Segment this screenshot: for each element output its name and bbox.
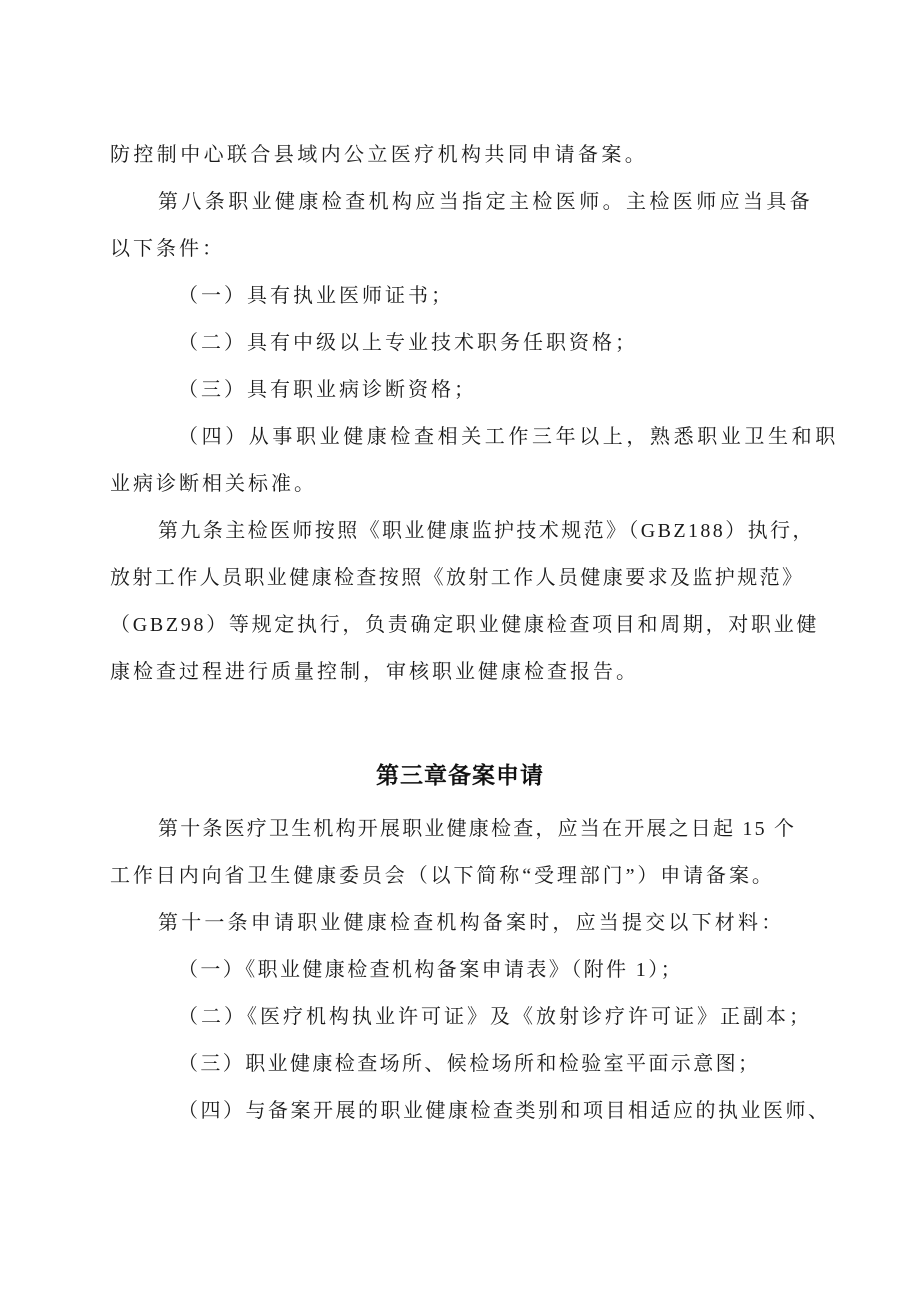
list-item: （四）从事职业健康检查相关工作三年以上，熟悉职业卫生和职 (178, 426, 839, 448)
list-item: （一）《职业健康检查机构备案申请表》（附件 1）； (178, 959, 683, 981)
article-11-line: 第十一条申请职业健康检查机构备案时，应当提交以下材料： (158, 912, 785, 934)
text-line: 康检查过程进行质量控制，审核职业健康检查报告。 (110, 661, 639, 683)
list-item: （三）职业健康检查场所、候检场所和检验室平面示意图； (178, 1053, 761, 1075)
article-9-line: 第九条主检医师按照《职业健康监护技术规范》（GBZ188）执行， (158, 520, 815, 542)
text-line: （GBZ98）等规定执行，负责确定职业健康检查项目和周期，对职业健 (110, 614, 820, 636)
text-line: 业病诊断相关标准。 (110, 473, 317, 495)
list-item: （三）具有职业病诊断资格； (178, 379, 477, 401)
text-line: 防控制中心联合县域内公立医疗机构共同申请备案。 (110, 144, 649, 166)
text-line: 以下条件： (110, 238, 225, 260)
text-line: 放射工作人员职业健康检查按照《放射工作人员健康要求及监护规范》 (110, 567, 805, 589)
list-item: （二）《医疗机构执业许可证》及《放射诊疗许可证》正副本； (178, 1006, 812, 1028)
article-10-line: 第十条医疗卫生机构开展职业健康检查，应当在开展之日起 15 个 (158, 818, 797, 840)
list-item: （二）具有中级以上专业技术职务任职资格； (178, 332, 638, 354)
list-item: （四）与备案开展的职业健康检查类别和项目相适应的执业医师、 (178, 1100, 831, 1122)
article-8-line: 第八条职业健康检查机构应当指定主检医师。主检医师应当具备 (158, 191, 814, 213)
list-item: （一）具有执业医师证书； (178, 285, 454, 307)
chapter-heading: 第三章备案申请 (376, 762, 544, 788)
text-line: 工作日内向省卫生健康委员会（以下简称“受理部门”）申请备案。 (110, 865, 775, 887)
